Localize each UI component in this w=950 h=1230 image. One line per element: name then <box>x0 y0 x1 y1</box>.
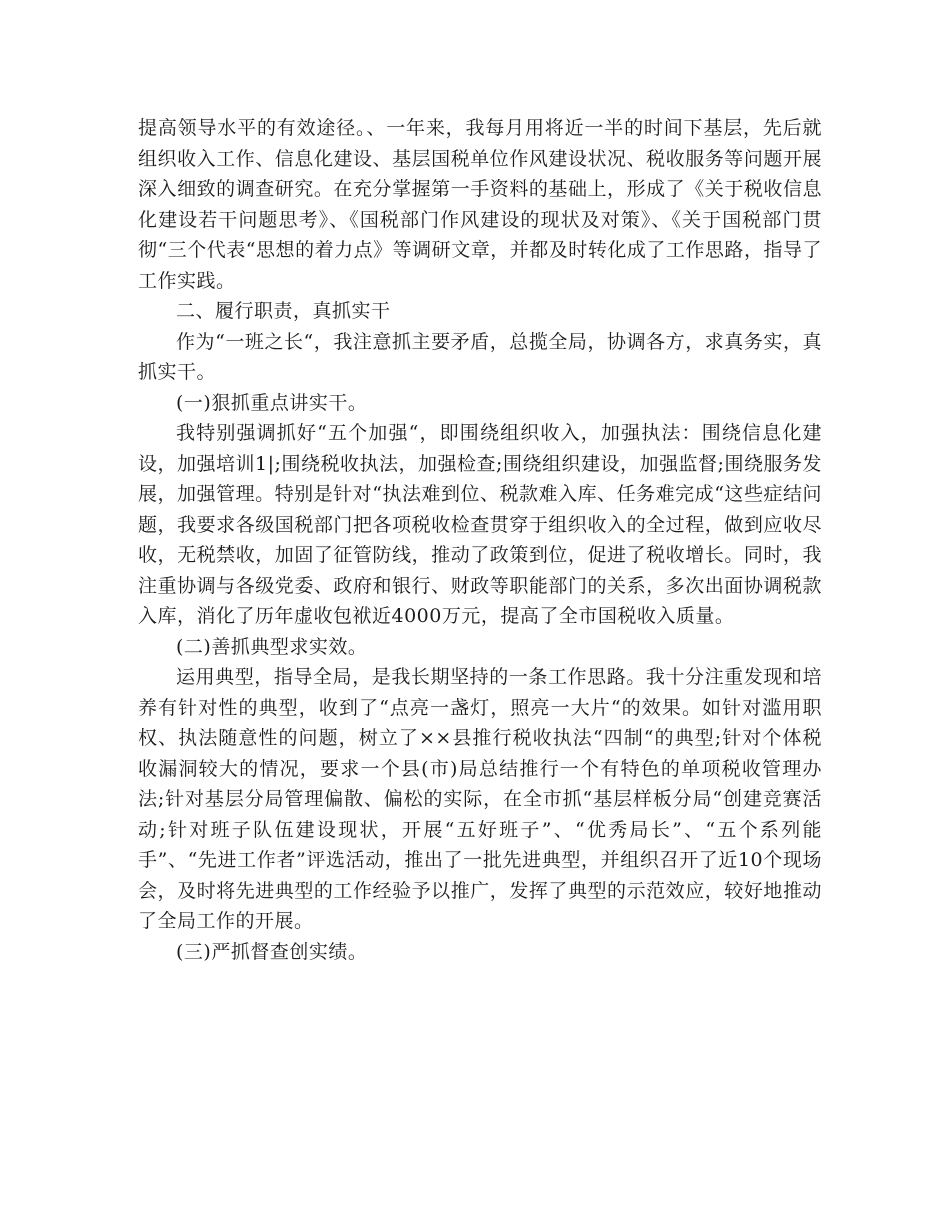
subsection-heading-2: (二)善抓典型求实效。 <box>176 635 368 658</box>
paragraph-typical-examples: 运用典型，指导全局，是我长期坚持的一条工作思路。我十分注重发现和培养有针对性的典型，收到了“点亮一盏灯，照亮一大片“的效果。如针对滥用职权、执法随意性的问题，树立了××县推行税收执法“四制“的典型;针对个体税收漏洞较大的情况，要求一个县(市)局总结推行一个有特色的单项税收管理办法;针对基层分局管理偏散、偏松的实际，在全市抓“基层样板分局“创建竞赛活动;针对班子队伍建设现状，开展“五好班子”、“优秀局长”、“五个系列能手”、“先进工作者”评选活动，推出了一批先进典型，并组织召开了近10个现场会，及时将先进典型的工作经验予以推广，发挥了典型的示范效应，较好地推动了全局工作的开展。 <box>138 666 822 932</box>
subsection-heading-1: (一)狠抓重点讲实干。 <box>176 391 368 414</box>
paragraph-intro: 提高领导水平的有效途径。、一年来，我每月用将近一半的时间下基层，先后就组织收入工作、信息化建设、基层国税单位作风建设状况、税收服务等问题开展深入细致的调查研究。在充分掌握第一手资料的基础上，形成了《关于税收信息化建设若干问题思考》、《国税部门作风建设的现状及对策》、《关于国税部门贯彻“三个代表“思想的着力点》等调研文章，并都及时转化成了工作思路，指导了工作实践。 <box>138 117 822 292</box>
subsection-heading-3: (三)严抓督查创实绩。 <box>176 940 368 963</box>
paragraph-five-strengthen: 我特别强调抓好“五个加强“，即围绕组织收入，加强执法：围绕信息化建设，加强培训1|;围绕税收执法，加强检查;围绕组织建设，加强监督;围绕服务发展，加强管理。特别是针对“执法难到位、税款难入库、任务难完成“这些症结问题，我要求各级国税部门把各项税收检查贯穿于组织收入的全过程，做到应收尽收，无税禁收，加固了征管防线，推动了政策到位，促进了税收增长。同时，我注重协调与各级党委、政府和银行、财政等职能部门的关系，多次出面协调税款入库，消化了历年虚收包袱近4000万元，提高了全市国税收入质量。 <box>138 422 822 627</box>
section-heading-2: 二、履行职责，真抓实干 <box>176 300 391 322</box>
document-body <box>138 113 822 967</box>
paragraph-role: 作为“一班之长“，我注意抓主要矛盾，总揽全局，协调各方，求真务实，真抓实干。 <box>138 330 822 383</box>
